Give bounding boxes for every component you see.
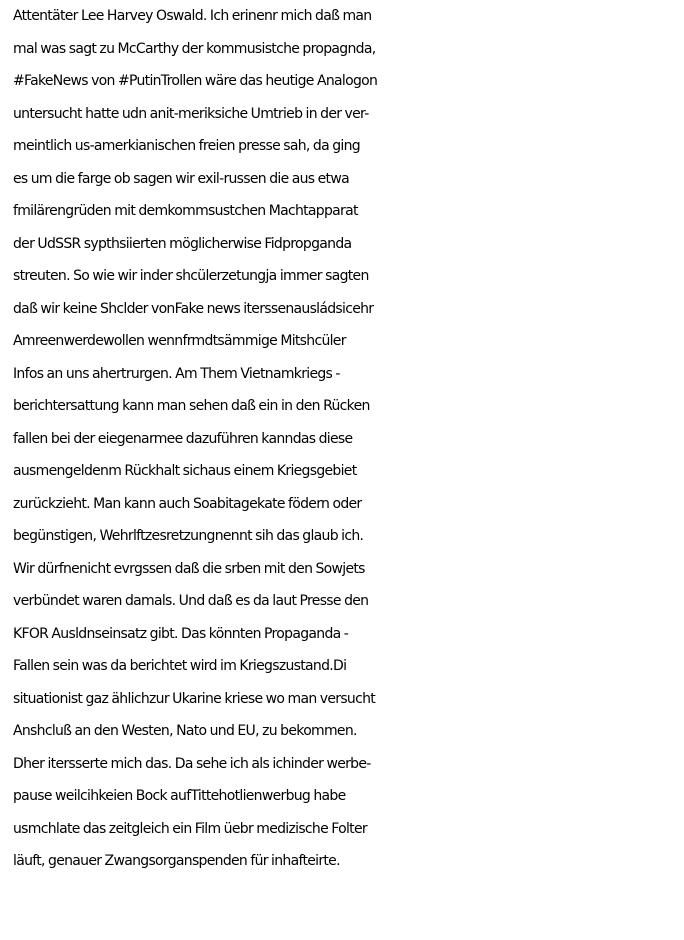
text-line: KFOR Ausldnseinsatz gibt. Das könnten Propaganda - xyxy=(13,625,349,642)
text-line: ausmengeldenm Rückhalt sichaus einem Kriegsgebiet xyxy=(13,463,357,479)
text-line: situationist gaz ählichzur Ukarine kriese wo man versucht xyxy=(13,690,376,707)
text-line: usmchlate das zeitgleich ein Film üebr medizische Folter xyxy=(13,820,367,837)
text-line: Anshcluß an den Westen, Nato und EU, zu bekommen. xyxy=(13,723,357,739)
text-line: #FakeNews von #PutinTrollen wäre das heutige Analogon xyxy=(13,73,378,89)
text-line: Infos an uns ahertrurgen. Am Them Vietnamkriegs - xyxy=(13,365,340,382)
text-line: Dher itersserte mich das. Da sehe ich als ichinder werbe- xyxy=(13,755,371,772)
text-line: es um die farge ob sagen wir exil-russen die aus etwa xyxy=(13,170,349,187)
text-line: daß wir keine Shclder vonFake news iterssenausládsicehr xyxy=(13,300,374,317)
text-line: fallen bei der eiegenarmee dazuführen kanndas diese xyxy=(13,430,353,447)
text-line: fmilärengrüden mit demkommsustchen Machtapparat xyxy=(13,203,358,219)
text-line: berichtersattung kann man sehen daß ein in den Rücken xyxy=(13,398,370,414)
text-line: der UdSSR sypthsiierten möglicherwise Fidpropganda xyxy=(13,235,352,252)
text-line: verbündet waren damals. Und daß es da laut Presse den xyxy=(13,593,369,609)
text-line: pause weilcihkeien Bock aufTittehotlienwerbug habe xyxy=(13,788,346,804)
text-line: begünstigen, Wehrlftzesretzungnennt sih das glaub ich. xyxy=(13,528,364,544)
text-line: läuft, genauer Zwangsorganspenden für inhafteirte. xyxy=(13,853,340,869)
text-line: meintlich us-amerkianischen freien presse sah, da ging xyxy=(13,138,360,154)
text-line: streuten. So wie wir inder shcülerzetungja immer sagten xyxy=(13,268,369,284)
text-line: Wir dürfnenicht evrgssen daß die srben mit den Sowjets xyxy=(13,560,365,577)
text-line: untersucht hatte udn anit-meriksiche Umtrieb in der ver- xyxy=(13,105,369,122)
body-text xyxy=(13,0,684,878)
text-line: Amreenwerdewollen wennfrmdtsämmige Mitshcüler xyxy=(13,333,346,349)
text-line: Attentäter Lee Harvey Oswald. Ich erinenr mich daß man xyxy=(13,8,372,24)
text-line: zurückzieht. Man kann auch Soabitagekate födern oder xyxy=(13,495,362,512)
text-line: mal was sagt zu McCarthy der kommusistche propagnda, xyxy=(13,40,376,57)
text-line: Fallen sein was da berichtet wird im Kriegszustand.Di xyxy=(13,658,347,674)
